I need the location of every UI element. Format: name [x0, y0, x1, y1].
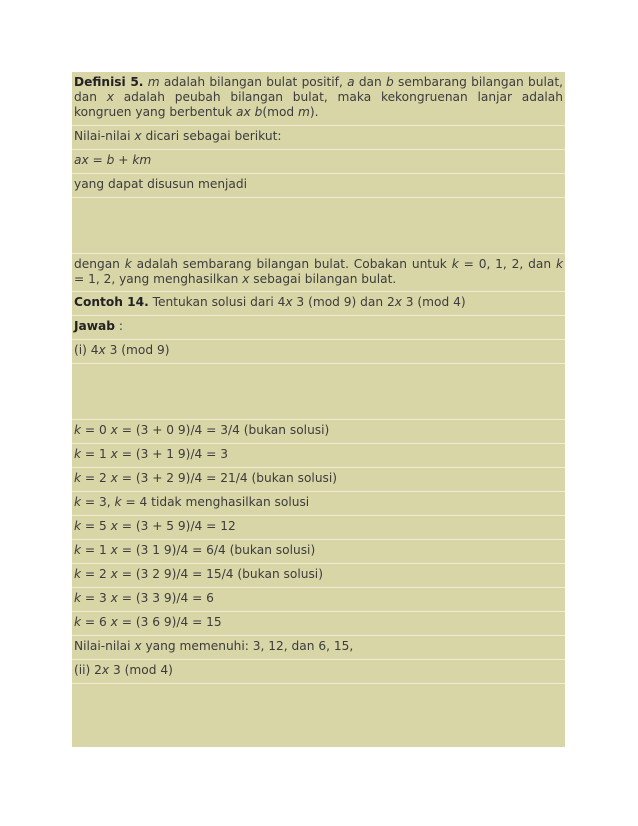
nilai-paragraph: Nilai-nilai x dicari sebagai berikut: — [72, 126, 565, 150]
equation-line: ax = b + km — [72, 150, 565, 174]
memenuhi-line: Nilai-nilai x yang memenuhi: 3, 12, dan 6, 15, — [72, 636, 565, 660]
answer-heading-line: Jawab : — [72, 316, 565, 340]
definition-heading: Definisi 5. — [74, 75, 144, 89]
document-body — [72, 72, 565, 747]
solution-row-2: k = 1 x = (3 + 1 9)/4 = 3 — [72, 444, 565, 468]
empty-row — [72, 198, 565, 254]
solution-row-4: k = 3, k = 4 tidak menghasilkan solusi — [72, 492, 565, 516]
solution-row-7: k = 2 x = (3 2 9)/4 = 15/4 (bukan solusi) — [72, 564, 565, 588]
part-one-line: (i) 4x 3 (mod 9) — [72, 340, 565, 364]
dengan-paragraph: dengan k adalah sembarang bilangan bulat. Cobakan untuk k = 0, 1, 2, dan k = 1, 2, yang menghasilkan x sebagai bilangan bulat. — [72, 254, 565, 292]
susun-line: yang dapat disusun menjadi — [72, 174, 565, 198]
definition-paragraph: Definisi 5. m adalah bilangan bulat positif, a dan b sembarang bilangan bulat, dan x adalah peubah bilangan bulat, maka kekongruenan lanjar adalah kongruen yang berbentuk ax b(mod m). — [72, 72, 565, 126]
solution-row-6: k = 1 x = (3 1 9)/4 = 6/4 (bukan solusi) — [72, 540, 565, 564]
empty-row — [72, 364, 565, 420]
solution-row-5: k = 5 x = (3 + 5 9)/4 = 12 — [72, 516, 565, 540]
solution-row-1: k = 0 x = (3 + 0 9)/4 = 3/4 (bukan solusi) — [72, 420, 565, 444]
solution-row-8: k = 3 x = (3 3 9)/4 = 6 — [72, 588, 565, 612]
example-heading-line: Contoh 14. Tentukan solusi dari 4x 3 (mod 9) dan 2x 3 (mod 4) — [72, 292, 565, 316]
solution-row-3: k = 2 x = (3 + 2 9)/4 = 21/4 (bukan solusi) — [72, 468, 565, 492]
part-two-line: (ii) 2x 3 (mod 4) — [72, 660, 565, 684]
empty-row — [72, 684, 565, 747]
example-heading: Contoh 14. — [74, 295, 149, 309]
solution-row-9: k = 6 x = (3 6 9)/4 = 15 — [72, 612, 565, 636]
